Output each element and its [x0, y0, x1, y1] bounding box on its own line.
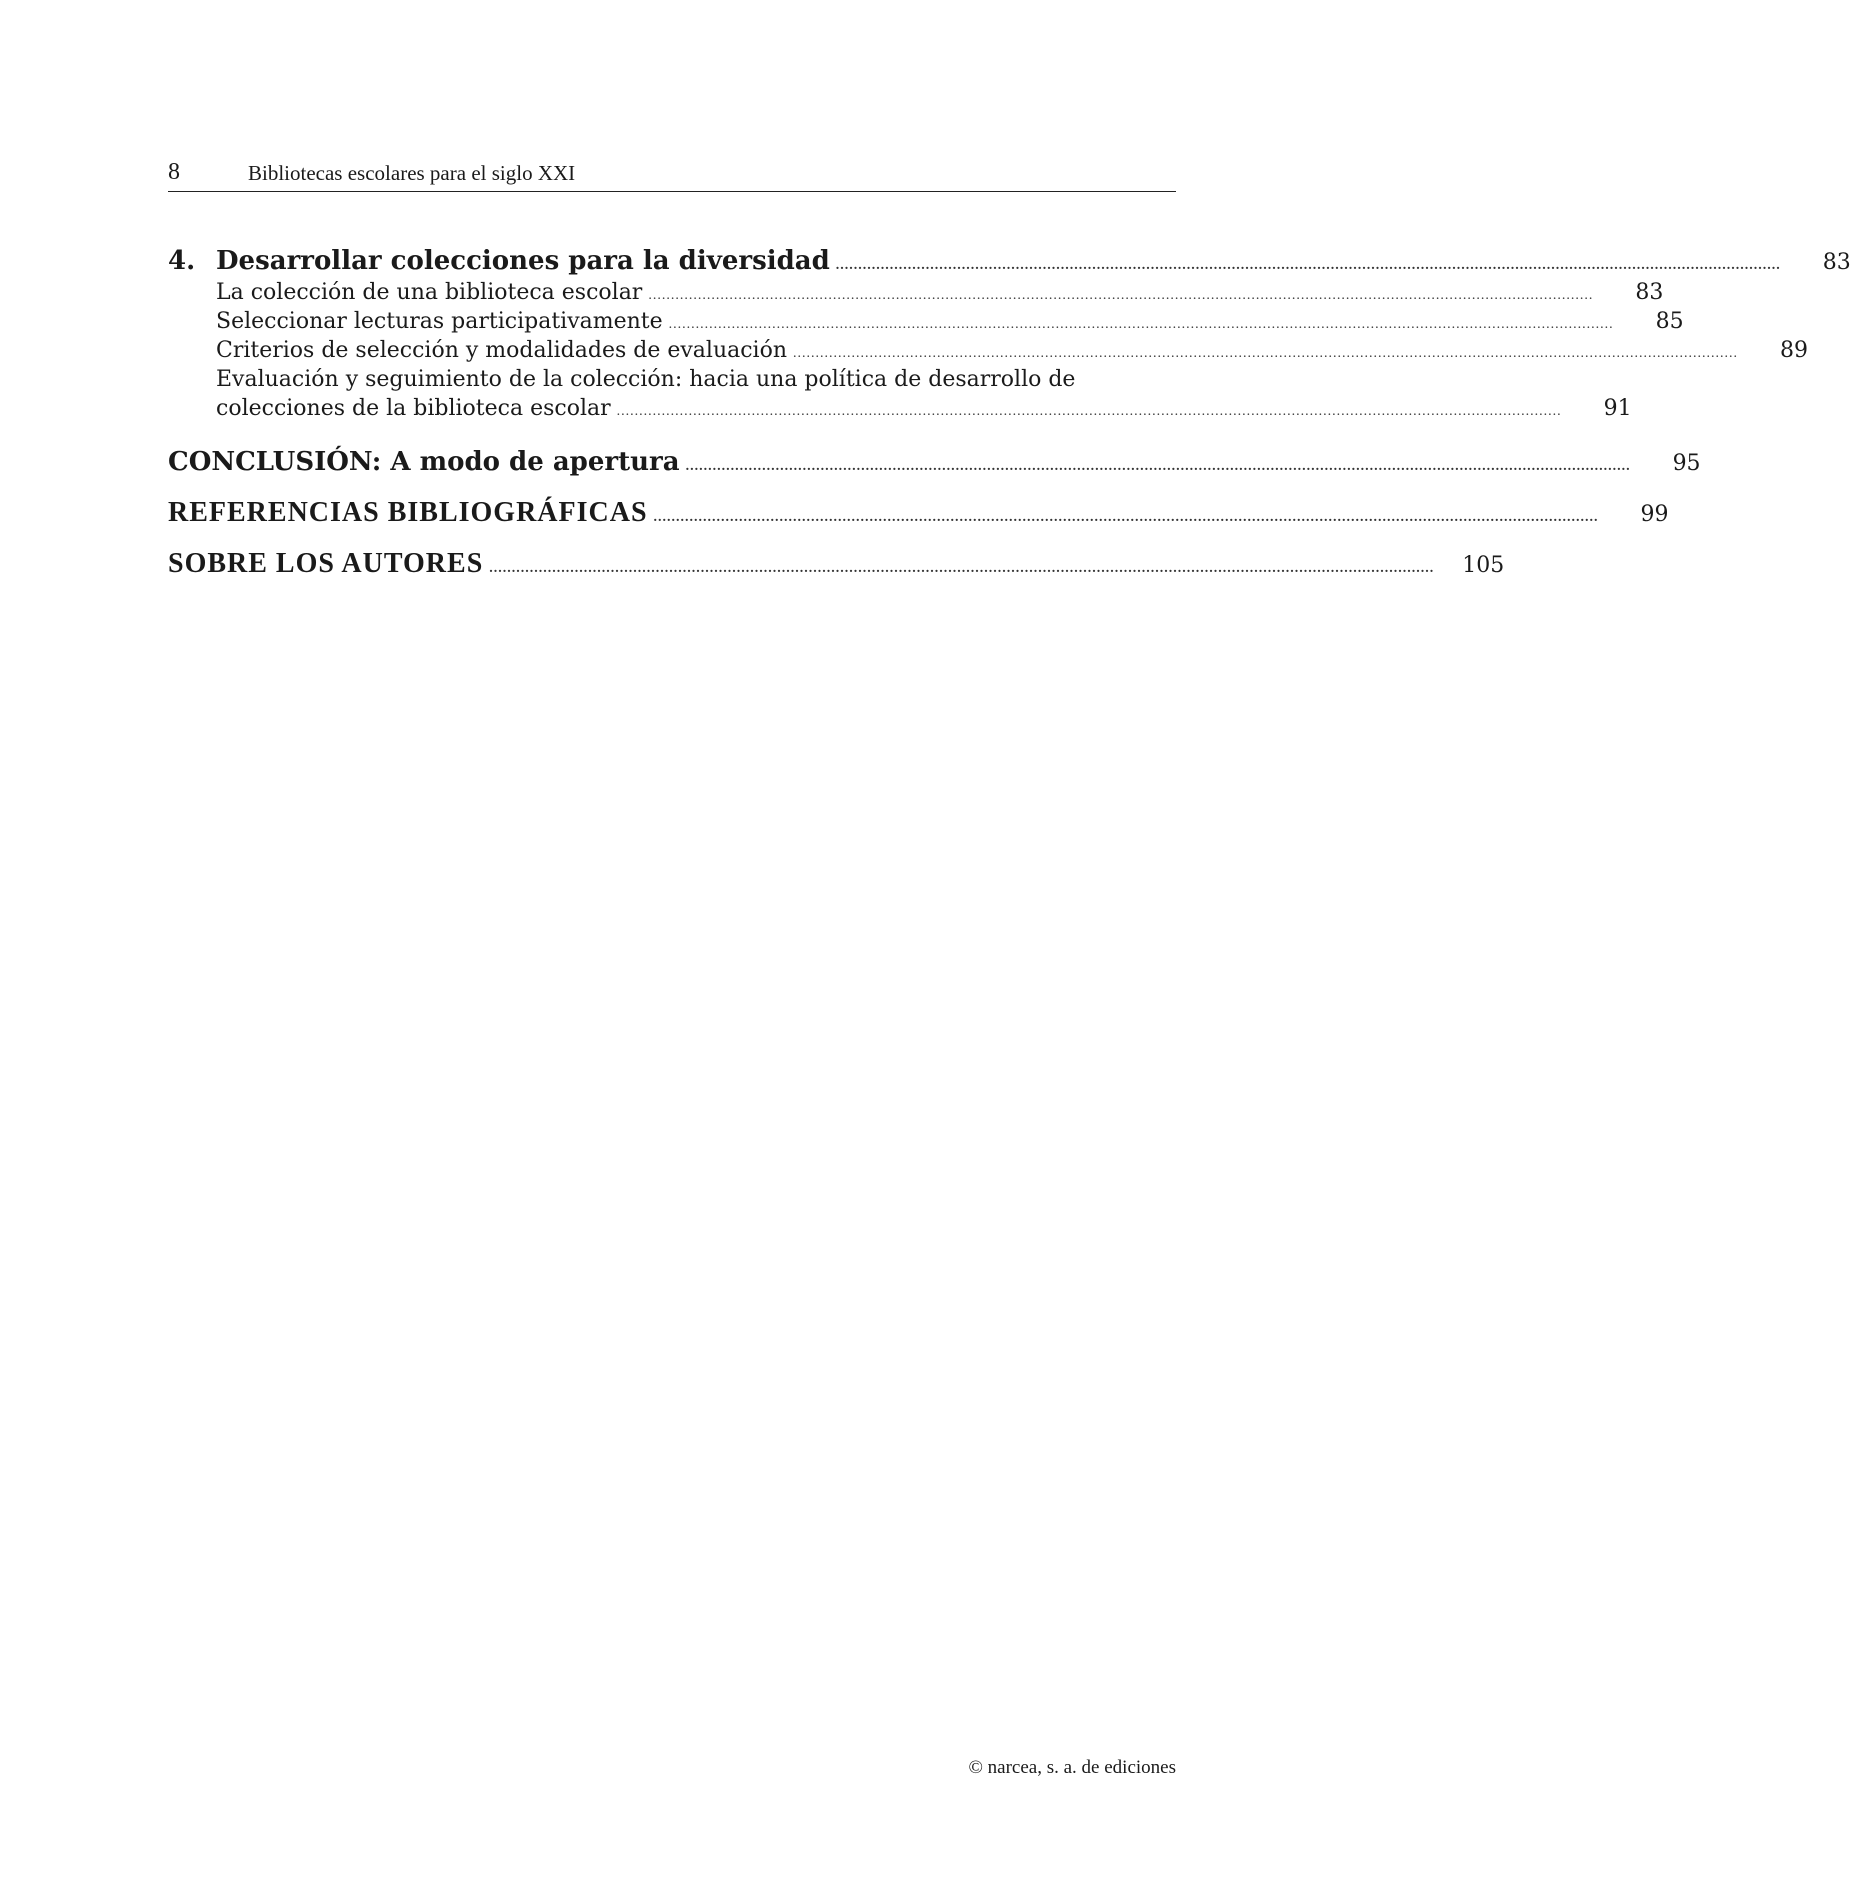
dot-leader: ..................................................................................................................................................................................................................: [616, 404, 1562, 419]
running-title: Bibliotecas escolares para el siglo XXI: [248, 161, 576, 185]
chapter-title: Desarrollar colecciones para la diversidad: [216, 246, 830, 276]
toc-major-entry: [168, 447, 1701, 477]
dot-leader: ..................................................................................................................................................................................................................: [685, 459, 1631, 474]
dot-leader: ..................................................................................................................................................................................................................: [668, 317, 1614, 332]
dot-leader: ..................................................................................................................................................................................................................: [793, 346, 1739, 361]
subsection-page: 83: [1635, 280, 1664, 305]
major-page: 105: [1462, 553, 1505, 578]
toc-major-entry: [168, 548, 1505, 580]
toc-subsection-entry: [216, 309, 1684, 334]
dot-leader: ..................................................................................................................................................................................................................: [489, 561, 1435, 576]
copyright-footer: © narcea, s. a. de ediciones: [968, 1757, 1176, 1778]
toc-major-entry: [168, 497, 1669, 529]
toc-subsection-entry: [216, 280, 1664, 305]
subsection-title-line2: colecciones de la biblioteca escolar: [216, 396, 611, 421]
toc-subsection-multiline: [216, 367, 1632, 427]
major-title: SOBRE LOS AUTORES: [168, 548, 484, 579]
subsection-title-line2-row: [216, 396, 1632, 421]
major-page: 99: [1640, 502, 1669, 527]
chapter-number: 4.: [168, 246, 196, 276]
dot-leader: ..................................................................................................................................................................................................................: [835, 258, 1781, 273]
subsection-page: 91: [1603, 396, 1632, 421]
page-number: 8: [168, 159, 180, 185]
subsection-title-line1: Evaluación y seguimiento de la colección: hacia una política de desarrollo de: [216, 367, 1076, 392]
dot-leader: ..................................................................................................................................................................................................................: [653, 510, 1599, 525]
major-title: REFERENCIAS BIBLIOGRÁFICAS: [168, 497, 648, 528]
subsection-title: Seleccionar lecturas participativamente: [216, 309, 663, 334]
toc-subsection-entry: [216, 338, 1809, 363]
major-page: 95: [1672, 451, 1701, 476]
chapter-page: 83: [1822, 250, 1851, 275]
subsection-title: Criterios de selección y modalidades de evaluación: [216, 338, 788, 363]
toc-chapter-entry: [168, 246, 1851, 276]
major-title: CONCLUSIÓN: A modo de apertura: [168, 447, 680, 477]
dot-leader: ..................................................................................................................................................................................................................: [648, 288, 1594, 303]
subsection-page: 89: [1780, 338, 1809, 363]
running-header: [168, 158, 1176, 192]
subsection-title: La colección de una biblioteca escolar: [216, 280, 643, 305]
subsection-page: 85: [1655, 309, 1684, 334]
